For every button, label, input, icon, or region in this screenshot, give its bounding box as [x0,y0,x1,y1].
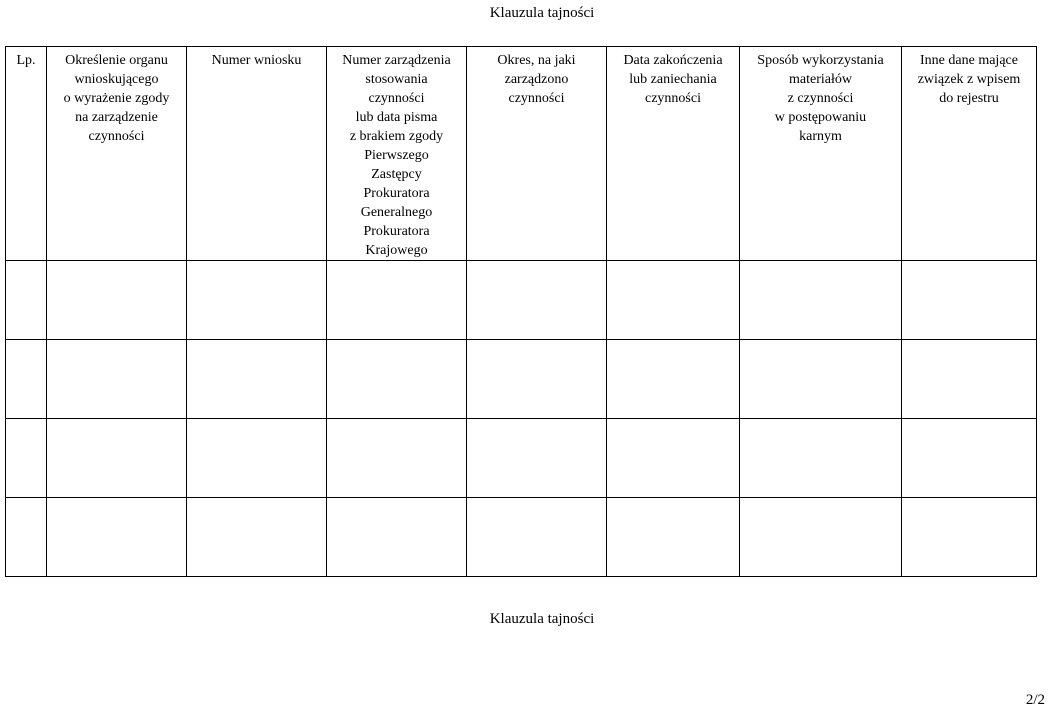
table-cell [607,498,740,577]
table-cell [327,261,467,340]
column-header-requesting-authority: Określenie organu wnioskującego o wyrażenie zgody na zarządzenie czynności [47,47,187,261]
table-cell [902,498,1037,577]
table-cell [607,419,740,498]
page-number: 2/2 [1025,692,1045,708]
top-confidentiality-clause: Klauzula tajności [489,5,595,21]
table-cell [187,340,327,419]
table-cell [6,340,47,419]
table-cell [187,419,327,498]
column-header-period: Okres, na jaki zarządzono czynności [467,47,607,261]
table-cell [902,261,1037,340]
table-cell [902,340,1037,419]
table-cell [467,498,607,577]
column-header-lp: Lp. [6,47,47,261]
register-table [5,46,1037,577]
table-cell [187,261,327,340]
table-cell [327,498,467,577]
table-cell [607,261,740,340]
table-cell [740,498,902,577]
table-header-row [6,47,1037,261]
table-cell [6,261,47,340]
column-header-use-of-materials: Sposób wykorzystania materiałów z czynności w postępowaniu karnym [740,47,902,261]
column-header-request-number: Numer wniosku [187,47,327,261]
table-row [6,498,1037,577]
table-cell [6,419,47,498]
column-header-other-data: Inne dane mające związek z wpisem do rejestru [902,47,1037,261]
table-cell [327,419,467,498]
table-cell [740,261,902,340]
table-cell [327,340,467,419]
table-cell [902,419,1037,498]
table-cell [740,340,902,419]
table-cell [47,340,187,419]
table-cell [467,419,607,498]
table-cell [187,498,327,577]
table-cell [740,419,902,498]
column-header-order-number: Numer zarządzenia stosowania czynności lub data pisma z brakiem zgody Pierwszego Zastępcy Prokuratora Generalnego Prokuratora Krajowego [327,47,467,261]
table-cell [607,340,740,419]
table-cell [47,261,187,340]
table-row [6,340,1037,419]
table-cell [47,419,187,498]
table-cell [467,340,607,419]
table-cell [6,498,47,577]
bottom-confidentiality-clause: Klauzula tajności [489,611,595,627]
table-row [6,261,1037,340]
table-cell [47,498,187,577]
column-header-end-date: Data zakończenia lub zaniechania czynności [607,47,740,261]
table-cell [467,261,607,340]
table-row [6,419,1037,498]
